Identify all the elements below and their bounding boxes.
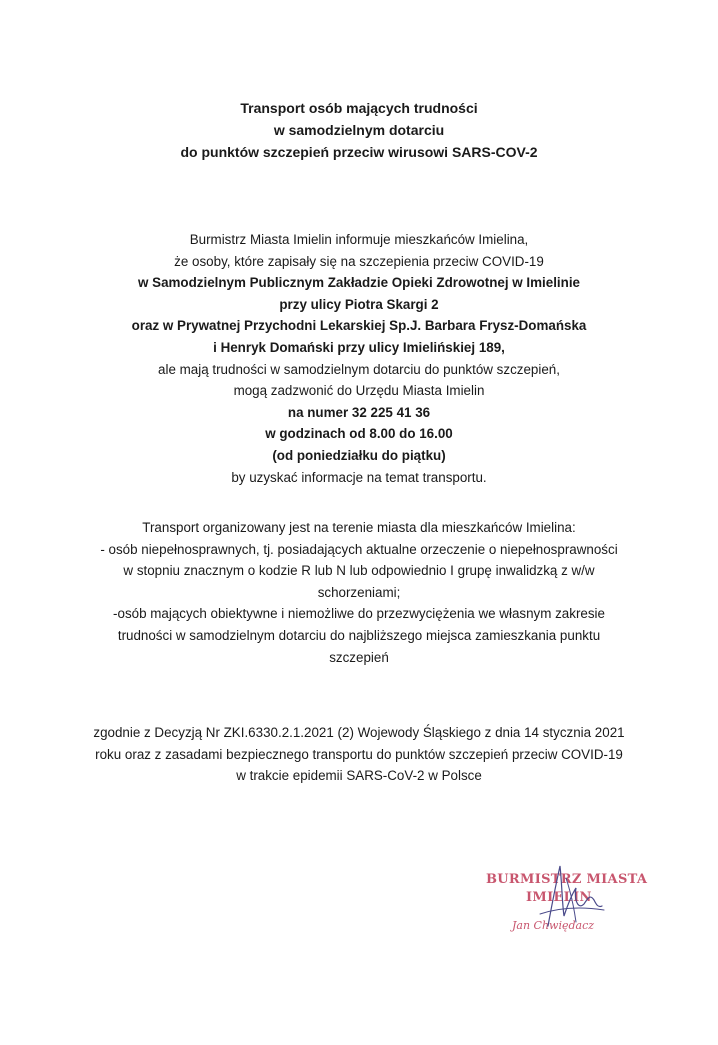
paragraph-line: ale mają trudności w samodzielnym dotarciu do punktów szczepień, xyxy=(158,361,560,377)
paragraph-line: że osoby, które zapisały się na szczepienia przeciw COVID-19 xyxy=(174,253,544,269)
document-title xyxy=(0,97,718,163)
stamp-title: BURMISTRZ MIASTA xyxy=(486,872,648,887)
paragraph-line: w trakcie epidemii SARS-CoV-2 w Polsce xyxy=(236,768,482,784)
office-hours: w godzinach od 8.00 do 16.00 xyxy=(265,426,453,442)
title-line: Transport osób mających trudności xyxy=(240,100,478,116)
legal-basis-paragraph xyxy=(0,722,718,787)
handwritten-signature xyxy=(518,864,608,934)
paragraph-line: w stopniu znacznym o kodzie R lub N lub odpowiednio I grupę inwalidzką z w/w xyxy=(123,563,595,579)
title-line: w samodzielnym dotarciu xyxy=(273,122,445,138)
paragraph-line: -osób mających obiektywne i niemożliwe do przezwyciężenia we własnym zakresie xyxy=(113,606,605,622)
phone-number: na numer 32 225 41 36 xyxy=(287,404,431,420)
paragraph-line: trudności w samodzielnym dotarciu do najbliższego miejsca zamieszkania punktu xyxy=(117,627,601,643)
announcement-paragraph xyxy=(0,229,718,488)
paragraph-line-bold: i Henryk Domański przy ulicy Imielińskiej 189, xyxy=(213,339,505,355)
paragraph-line: mogą zadzwonić do Urzędu Miasta Imielin xyxy=(233,383,485,399)
paragraph-line-bold: w Samodzielnym Publicznym Zakładzie Opieki Zdrowotnej w Imielinie xyxy=(138,275,580,291)
paragraph-line: by uzyskać informacje na temat transportu. xyxy=(231,469,487,485)
paragraph-line-bold: oraz w Prywatnej Przychodni Lekarskiej Sp.J. Barbara Frysz-Domańska xyxy=(131,318,587,334)
office-days: (od poniedziałku do piątku) xyxy=(272,447,446,463)
paragraph-line: Transport organizowany jest na terenie miasta dla mieszkańców Imielina: xyxy=(142,520,576,535)
paragraph-line: roku oraz z zasadami bezpiecznego transportu do punktów szczepień przeciw COVID-19 xyxy=(95,746,623,762)
stamp-name: Jan Chwiędacz xyxy=(512,919,595,932)
paragraph-line: schorzeniami; xyxy=(317,584,401,600)
title-line: do punktów szczepień przeciw wirusowi SARS-COV-2 xyxy=(180,144,538,160)
official-stamp xyxy=(478,864,648,944)
paragraph-line-bold: przy ulicy Piotra Skargi 2 xyxy=(279,296,439,312)
paragraph-line: zgodnie z Decyzją Nr ZKI.6330.2.1.2021 (2) Wojewody Śląskiego z dnia 14 stycznia 2021 xyxy=(93,725,625,740)
paragraph-line: szczepień xyxy=(329,649,389,665)
stamp-city: IMIELIN xyxy=(526,890,592,905)
eligibility-paragraph xyxy=(0,517,718,668)
paragraph-line: Burmistrz Miasta Imielin informuje mieszkańców Imielina, xyxy=(189,232,529,247)
paragraph-line: - osób niepełnosprawnych, tj. posiadających aktualne orzeczenie o niepełnosprawności xyxy=(100,541,618,557)
